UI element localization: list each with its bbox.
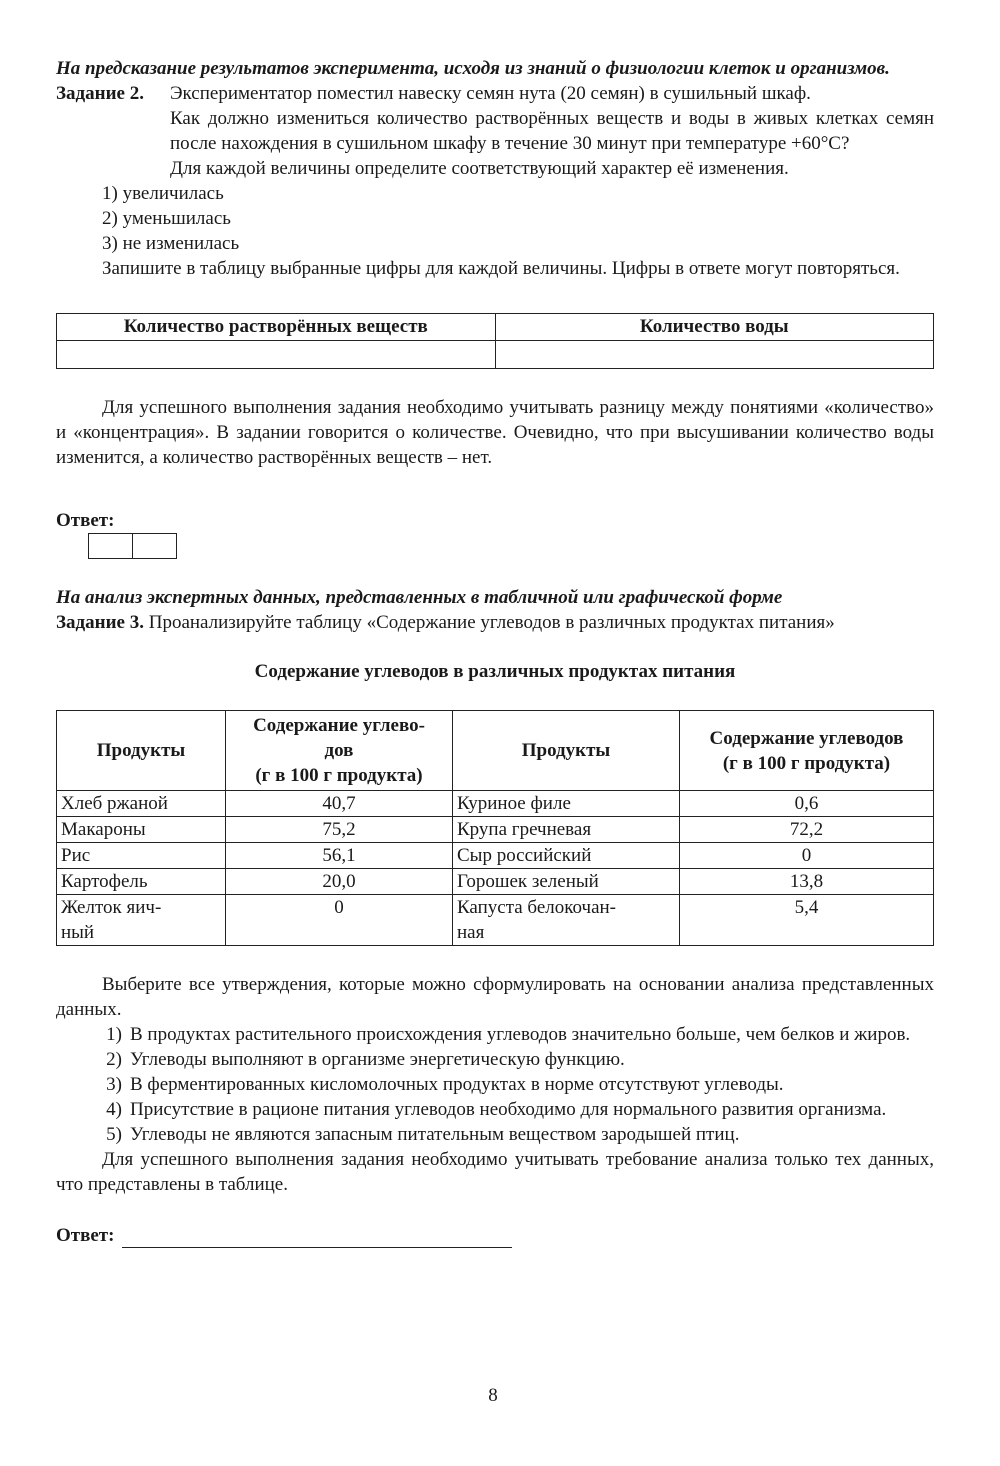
statement-text: Присутствие в рационе питания углеводов необходимо для нормального развития организма.	[130, 1099, 887, 1120]
task2-explanation: Для успешного выполнения задания необходимо учитывать разницу между понятиями «количество» и «концентрация». В задании говорится о количестве. Очевидно, что при высушивании количество воды изменится, а количество растворённых веществ – нет.	[56, 397, 934, 468]
carb-value: 75,2	[226, 817, 453, 843]
task3-block	[56, 610, 934, 1248]
task2-text2: Как должно измениться количество растворённых веществ и воды в живых клетках семян после нахождения в сушильном шкафу в течение 30 минут при температуре +60°С?	[170, 108, 934, 154]
header-carbs-1-line1: Содержание углево-	[253, 715, 425, 736]
product-name: Макароны	[57, 817, 226, 843]
task3-intro: Проанализируйте таблицу «Содержание углеводов в различных продуктах питания»	[148, 612, 835, 633]
product-name: Горошек зеленый	[453, 869, 680, 895]
carb-value: 56,1	[226, 843, 453, 869]
task3-label: Задание 3.	[56, 612, 144, 633]
product-name: Куриное филе	[453, 791, 680, 817]
table-row	[57, 817, 934, 843]
carb-value: 72,2	[680, 817, 934, 843]
answer-box-1[interactable]	[88, 533, 133, 559]
page-number: 8	[488, 1385, 498, 1406]
task2-text3: Для каждой величины определите соответствующий характер её изменения.	[170, 158, 789, 179]
product-name-line1: Капуста белокочан-	[457, 897, 617, 918]
task2-answer-label: Ответ:	[56, 510, 115, 531]
carb-value: 5,4	[680, 895, 934, 946]
statement-number: 1)	[106, 1024, 122, 1045]
statement-text: Углеводы выполняют в организме энергетическую функцию.	[130, 1049, 625, 1070]
product-name: Хлеб ржаной	[57, 791, 226, 817]
statement-number: 2)	[106, 1049, 122, 1070]
list-item	[56, 1047, 934, 1072]
statement-text: Углеводы не являются запасным питательным веществом зародышей птиц.	[130, 1124, 740, 1145]
task3-answer-line[interactable]	[122, 1227, 512, 1248]
product-name-line1: Желток яич-	[61, 897, 162, 918]
product-name: Сыр российский	[453, 843, 680, 869]
header-carbs-1-line3: (г в 100 г продукта)	[255, 765, 423, 786]
product-name	[453, 895, 680, 946]
carb-value: 20,0	[226, 869, 453, 895]
header-products-2: Продукты	[453, 711, 680, 791]
task3-explanation: Для успешного выполнения задания необходимо учитывать требование анализа только тех данных, что представлены в таблице.	[56, 1149, 934, 1195]
task2-option-1: 1) увеличилась	[102, 183, 224, 204]
header-carbs-1-line2: дов	[324, 740, 354, 761]
task3-table-title: Содержание углеводов в различных продуктах питания	[254, 661, 736, 682]
header-carbs-2-line1: Содержание углеводов	[709, 727, 904, 749]
header-water: Количество воды	[495, 314, 934, 341]
product-name-line2: ный	[61, 922, 95, 943]
task3-first-line	[56, 610, 934, 635]
carbohydrates-table	[56, 710, 934, 946]
task2-option-3: 3) не изменилась	[102, 233, 240, 254]
answer-box-2[interactable]	[133, 533, 177, 559]
carb-value: 0	[680, 843, 934, 869]
statement-text: В ферментированных кисломолочных продуктах в норме отсутствуют углеводы.	[130, 1074, 784, 1095]
list-item	[56, 1097, 934, 1122]
carb-value: 40,7	[226, 791, 453, 817]
task2-instruction: Запишите в таблицу выбранные цифры для каждой величины. Цифры в ответе могут повторяться.	[102, 258, 900, 279]
table-row	[57, 869, 934, 895]
list-item	[56, 1122, 934, 1147]
product-name: Крупа гречневая	[453, 817, 680, 843]
statement-number: 4)	[106, 1099, 122, 1120]
carb-value: 0	[226, 895, 453, 946]
header-carbs-2-line2: (г в 100 г продукта)	[722, 752, 891, 774]
page-content	[56, 56, 934, 1248]
task2-block	[56, 81, 934, 559]
task2-option-2: 2) уменьшилась	[102, 208, 231, 229]
product-name: Картофель	[57, 869, 226, 895]
answer-cell-water[interactable]	[495, 341, 934, 369]
statement-number: 5)	[106, 1124, 122, 1145]
section-heading-prediction: На предсказание результатов эксперимента, исходя из знаний о физиологии клеток и организмов.	[56, 58, 890, 79]
task3-answer-label: Ответ:	[56, 1225, 115, 1246]
task3-statements	[56, 1022, 934, 1147]
header-carbs-2	[680, 711, 934, 791]
task3-question: Выберите все утверждения, которые можно сформулировать на основании анализа представленных данных.	[56, 974, 934, 1020]
header-products-1: Продукты	[57, 711, 226, 791]
table-row	[57, 791, 934, 817]
task2-label: Задание 2.	[56, 83, 144, 104]
table-row	[57, 843, 934, 869]
task2-answer-boxes	[88, 533, 934, 559]
product-name: Рис	[57, 843, 226, 869]
carb-value: 0,6	[680, 791, 934, 817]
table-row	[57, 895, 934, 946]
list-item	[56, 1022, 934, 1047]
product-name	[57, 895, 226, 946]
task3-answer-row	[56, 1223, 934, 1248]
header-carbs-1	[226, 711, 453, 791]
answer-cell-dissolved[interactable]	[57, 341, 496, 369]
header-dissolved-substances: Количество растворённых веществ	[57, 314, 496, 341]
task2-answer-table	[56, 313, 934, 369]
list-item	[56, 1072, 934, 1097]
section-heading-analysis: На анализ экспертных данных, представленных в табличной или графической форме	[56, 587, 783, 608]
statement-text: В продуктах растительного происхождения углеводов значительно больше, чем белков и жиров.	[130, 1024, 911, 1045]
carb-value: 13,8	[680, 869, 934, 895]
product-name-line2: ная	[457, 922, 485, 943]
task2-text1: Экспериментатор поместил навеску семян нута (20 семян) в сушильный шкаф.	[170, 83, 811, 104]
statement-number: 3)	[106, 1074, 122, 1095]
task2-first-line	[56, 81, 934, 106]
